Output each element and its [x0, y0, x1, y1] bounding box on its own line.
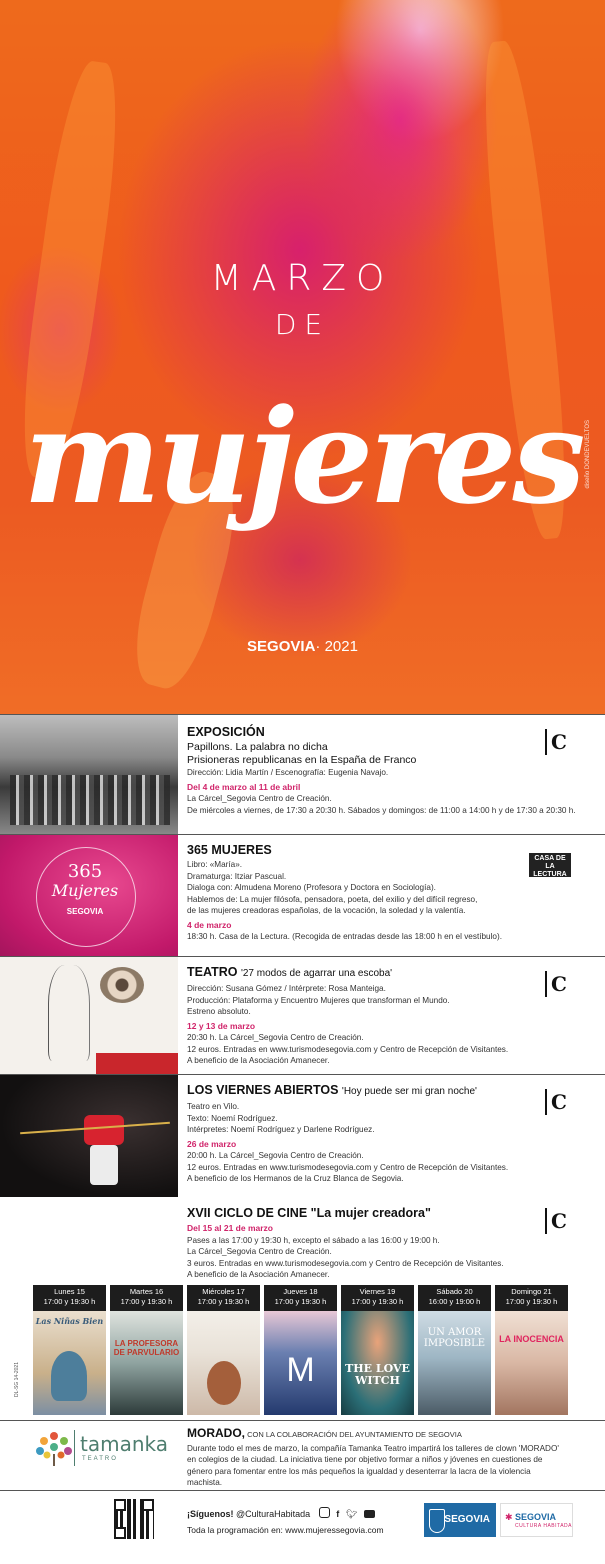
youtube-icon[interactable]	[364, 1510, 375, 1518]
carcel-logo: C	[545, 729, 571, 755]
follow-line	[187, 1507, 375, 1520]
365-number: 365	[67, 861, 103, 882]
program-url[interactable]: www.mujeressegovia.com	[285, 1525, 384, 1535]
365-word: Mujeres	[51, 881, 119, 900]
cinema-day-time: 17:00 y 19:30 h	[120, 1297, 173, 1306]
performer-white	[90, 1145, 118, 1185]
event-title-main: LOS VIERNES ABIERTOS	[187, 1083, 339, 1097]
divider	[0, 1490, 605, 1491]
carcel-logo: C	[545, 1208, 571, 1234]
star-icon: ✱	[505, 1512, 513, 1522]
event-detail: A beneficio de la Asociación Amanecer.	[187, 1056, 330, 1065]
film-title: UN AMOR IMPOSIBLE	[423, 1327, 486, 1349]
event-date: Del 15 al 21 de marzo	[187, 1223, 273, 1233]
event-detail: Teatro en Vilo.	[187, 1102, 240, 1111]
cinema-day	[187, 1285, 260, 1415]
cinema-day-header	[33, 1285, 106, 1311]
cinema-day-label: Domingo 21	[511, 1287, 552, 1296]
figure-sketch	[48, 965, 90, 1061]
teatro-illustration	[0, 957, 178, 1075]
film-poster[interactable]	[495, 1311, 568, 1415]
event-title	[187, 965, 537, 981]
event-text	[187, 843, 537, 943]
event-detail: Producción: Plataforma y Encuentro Mujeres que transforman el Mundo.	[187, 995, 450, 1005]
event-detail: Pases a las 17:00 y 19:30 h, excepto el sábado a las 16:00 y 19:00 h.	[187, 1235, 440, 1245]
event-detail: Dirección: Lidia Martín / Escenografía: Eugenia Navajo.	[187, 768, 389, 777]
event-title-extra: '27 modos de agarrar una escoba'	[240, 968, 393, 979]
film-poster[interactable]	[110, 1311, 183, 1415]
event-title: 365 MUJERES	[187, 843, 272, 857]
hero-city-name: SEGOVIA	[247, 638, 316, 655]
film-poster[interactable]	[341, 1311, 414, 1415]
event-detail: 18:30 h. Casa de la Lectura. (Recogida de entradas desde las 18:00 h en el vestíbulo).	[187, 932, 502, 941]
event-text	[187, 965, 537, 1067]
shield-icon	[429, 1509, 445, 1533]
event-detail: Texto: Noemí Rodríguez.	[187, 1113, 278, 1123]
social-handle[interactable]: @CulturaHabitada	[236, 1509, 311, 1519]
cinema-day-time: 17:00 y 19:30 h	[351, 1297, 404, 1306]
film-title: Las Niñas Bien	[35, 1316, 104, 1326]
morado-text	[187, 1428, 567, 1489]
carcel-logo: C	[545, 971, 571, 997]
tamanka-brand: tamanka	[80, 1432, 168, 1456]
morado-title: MORADO,	[187, 1426, 245, 1440]
design-credit: diseño DÓNDEVUELTOS	[585, 420, 591, 489]
cinema-day-time: 17:00 y 19:30 h	[197, 1297, 250, 1306]
cinema-day-label: Lunes 15	[54, 1287, 85, 1296]
film-poster[interactable]	[264, 1311, 337, 1415]
follow-label: ¡Síguenos!	[187, 1509, 234, 1519]
segovia-logo-text: SEGOVIA	[444, 1514, 490, 1525]
cinema-day	[495, 1285, 568, 1415]
event-detail: de las mujeres creadoras españolas, de la vocación, la soledad y la valentía.	[187, 906, 466, 915]
cinema-day	[341, 1285, 414, 1415]
qr-code[interactable]	[114, 1499, 154, 1539]
cinema-day-time: 16:00 y 19:00 h	[428, 1297, 481, 1306]
hero-poster	[0, 0, 605, 714]
cinema-day-time: 17:00 y 19:30 h	[43, 1297, 96, 1306]
film-poster[interactable]	[187, 1311, 260, 1415]
event-detail: Dialoga con: Almudena Moreno (Profesora y Doctora en Sociología).	[187, 883, 436, 892]
event-teatro	[0, 956, 605, 1075]
hero-year: · 2021	[315, 638, 358, 655]
cinema-day-label: Jueves 18	[283, 1287, 318, 1296]
hero-line-de: DE	[274, 308, 331, 341]
brand-divider	[74, 1430, 75, 1466]
film-poster[interactable]	[418, 1311, 491, 1415]
twitter-icon[interactable]: 🐦︎	[345, 1509, 358, 1519]
cinema-day-header	[264, 1285, 337, 1311]
event-ciclo-cine	[0, 1196, 605, 1286]
cinema-day-label: Viernes 19	[359, 1287, 396, 1296]
event-subtitle: Papillons. La palabra no dicha	[187, 741, 328, 753]
event-title: EXPOSICIÓN	[187, 725, 265, 739]
event-detail: Dramaturga: Itziar Pascual.	[187, 871, 287, 881]
event-viernes-abiertos	[0, 1074, 605, 1197]
event-detail: Dirección: Susana Gómez / Intérprete: Rosa Manteiga.	[187, 984, 386, 993]
eye-mirror	[100, 967, 144, 1003]
red-band	[96, 1053, 178, 1075]
cinema-day-label: Sábado 20	[436, 1287, 473, 1296]
divider	[0, 1420, 605, 1421]
event-text	[187, 1206, 537, 1281]
event-detail: La Cárcel_Segovia Centro de Creación.	[187, 1247, 332, 1256]
tamanka-tree-icon	[34, 1428, 74, 1468]
program-line	[187, 1525, 384, 1535]
segovia-logo	[424, 1503, 496, 1537]
cinema-day-time: 17:00 y 19:30 h	[505, 1297, 558, 1306]
cinema-day-header	[341, 1285, 414, 1311]
morado-heading	[187, 1428, 567, 1441]
cinema-day-label: Martes 16	[129, 1287, 164, 1296]
morado-title-rest: CON LA COLABORACIÓN DEL AYUNTAMIENTO DE SEGOVIA	[245, 1430, 462, 1439]
event-detail: Estreno absoluto.	[187, 1007, 251, 1016]
legal-deposit: DL-SG 14-2021	[14, 1362, 20, 1398]
film-title: LA PROFESORA DE PARVULARIO	[113, 1339, 180, 1357]
film-title: THE LOVE WITCH	[345, 1362, 410, 1387]
event-title	[187, 1206, 537, 1220]
cinema-day	[110, 1285, 183, 1415]
event-detail: A beneficio de los Hermanos de la Cruz Blanca de Segovia.	[187, 1174, 404, 1183]
event-detail: De miércoles a viernes, de 17:30 a 20:30 h. Sábados y domingos: de 11:00 a 14:00 h y de 17:30 a 20:30 h.	[187, 805, 576, 815]
hero-line-marzo: MARZO	[210, 258, 395, 299]
event-detail: 3 euros. Entradas en www.turismodesegovia.com y Centro de Recepción de Visitantes.	[187, 1258, 504, 1268]
facebook-icon[interactable]: f	[336, 1509, 340, 1519]
365-city: SEGOVIA	[66, 907, 104, 916]
event-subtitle: Prisioneras republicanas en la España de Franco	[187, 754, 417, 766]
event-date: 12 y 13 de marzo	[187, 1020, 256, 1031]
event-title-extra: "La mujer creadora"	[310, 1206, 431, 1220]
event-title-main: XVII CICLO DE CINE	[187, 1206, 308, 1220]
performer-red	[84, 1115, 124, 1145]
event-exposicion	[0, 714, 605, 835]
cultura-habitada-logo	[500, 1503, 573, 1537]
cinema-day-header	[495, 1285, 568, 1311]
film-figure	[207, 1361, 241, 1405]
event-title-main: TEATRO	[187, 965, 238, 979]
event-365-mujeres	[0, 834, 605, 957]
event-detail: Hablemos de: La mujer filósofa, pensadora, poeta, del exilio y del difícil regreso,	[187, 894, 478, 904]
carcel-logo: C	[545, 1089, 571, 1115]
event-date: 26 de marzo	[187, 1138, 237, 1149]
event-title-extra: 'Hoy puede ser mi gran noche'	[341, 1086, 477, 1097]
event-date: Del 4 de marzo al 11 de abril	[187, 781, 301, 792]
365-mujeres-cover	[0, 835, 178, 957]
viernes-photo	[0, 1075, 178, 1197]
casa-lectura-logo: CASA DE LA LECTURA	[529, 853, 571, 877]
cinema-day-time: 17:00 y 19:30 h	[274, 1297, 327, 1306]
event-detail: Libro: «María».	[187, 860, 243, 869]
cinema-day	[418, 1285, 491, 1415]
cinema-calendar	[33, 1285, 573, 1415]
hero-line-mujeres: mujeres	[23, 380, 582, 533]
cultura-logo-sub: CULTURA HABITADA	[515, 1523, 572, 1529]
film-figure	[51, 1351, 87, 1401]
event-detail: 20:30 h. La Cárcel_Segovia Centro de Creación.	[187, 1033, 364, 1042]
film-poster[interactable]	[33, 1311, 106, 1415]
event-date: 4 de marzo	[187, 919, 232, 930]
tamanka-sub: TEATRO	[82, 1456, 118, 1462]
event-detail: 20:00 h. La Cárcel_Segovia Centro de Creación.	[187, 1151, 364, 1160]
event-text	[187, 1083, 537, 1185]
event-detail: 12 euros. Entradas en www.turismodesegovia.com y Centro de Recepción de Visitantes.	[187, 1044, 509, 1054]
hero-city	[0, 638, 605, 655]
event-detail: 12 euros. Entradas en www.turismodesegovia.com y Centro de Recepción de Visitantes.	[187, 1162, 509, 1172]
film-title: LA INOCENCIA	[499, 1334, 564, 1344]
cinema-day-header	[418, 1285, 491, 1311]
cultura-logo-name: SEGOVIA	[515, 1512, 557, 1522]
event-detail: Intérpretes: Noemí Rodríguez y Darlene Rodríguez.	[187, 1125, 375, 1134]
cinema-day	[33, 1285, 106, 1415]
event-title	[187, 1083, 537, 1099]
event-text	[187, 725, 576, 816]
program-label: Toda la programación en:	[187, 1525, 283, 1535]
cinema-day-header	[110, 1285, 183, 1311]
exposicion-photo	[0, 715, 178, 835]
event-detail: A beneficio de la Asociación Amanecer.	[187, 1270, 330, 1279]
film-title: M	[286, 1351, 315, 1389]
instagram-icon[interactable]	[319, 1507, 330, 1518]
cinema-day-header	[187, 1285, 260, 1311]
cinema-day	[264, 1285, 337, 1415]
cinema-day-label: Miércoles 17	[202, 1287, 245, 1296]
morado-body: Durante todo el mes de marzo, la compañía Tamanka Teatro impartirá los talleres de clown 'MORADO' en colegios de la ciudad. La iniciativa tiene por objetivo formar a niños y jóvenes en cuestiones de género para fomentar entre los más pequeños la igualdad y desenterrar la lacra de la violencia machista.	[187, 1443, 559, 1487]
event-detail: La Cárcel_Segovia Centro de Creación.	[187, 794, 332, 803]
